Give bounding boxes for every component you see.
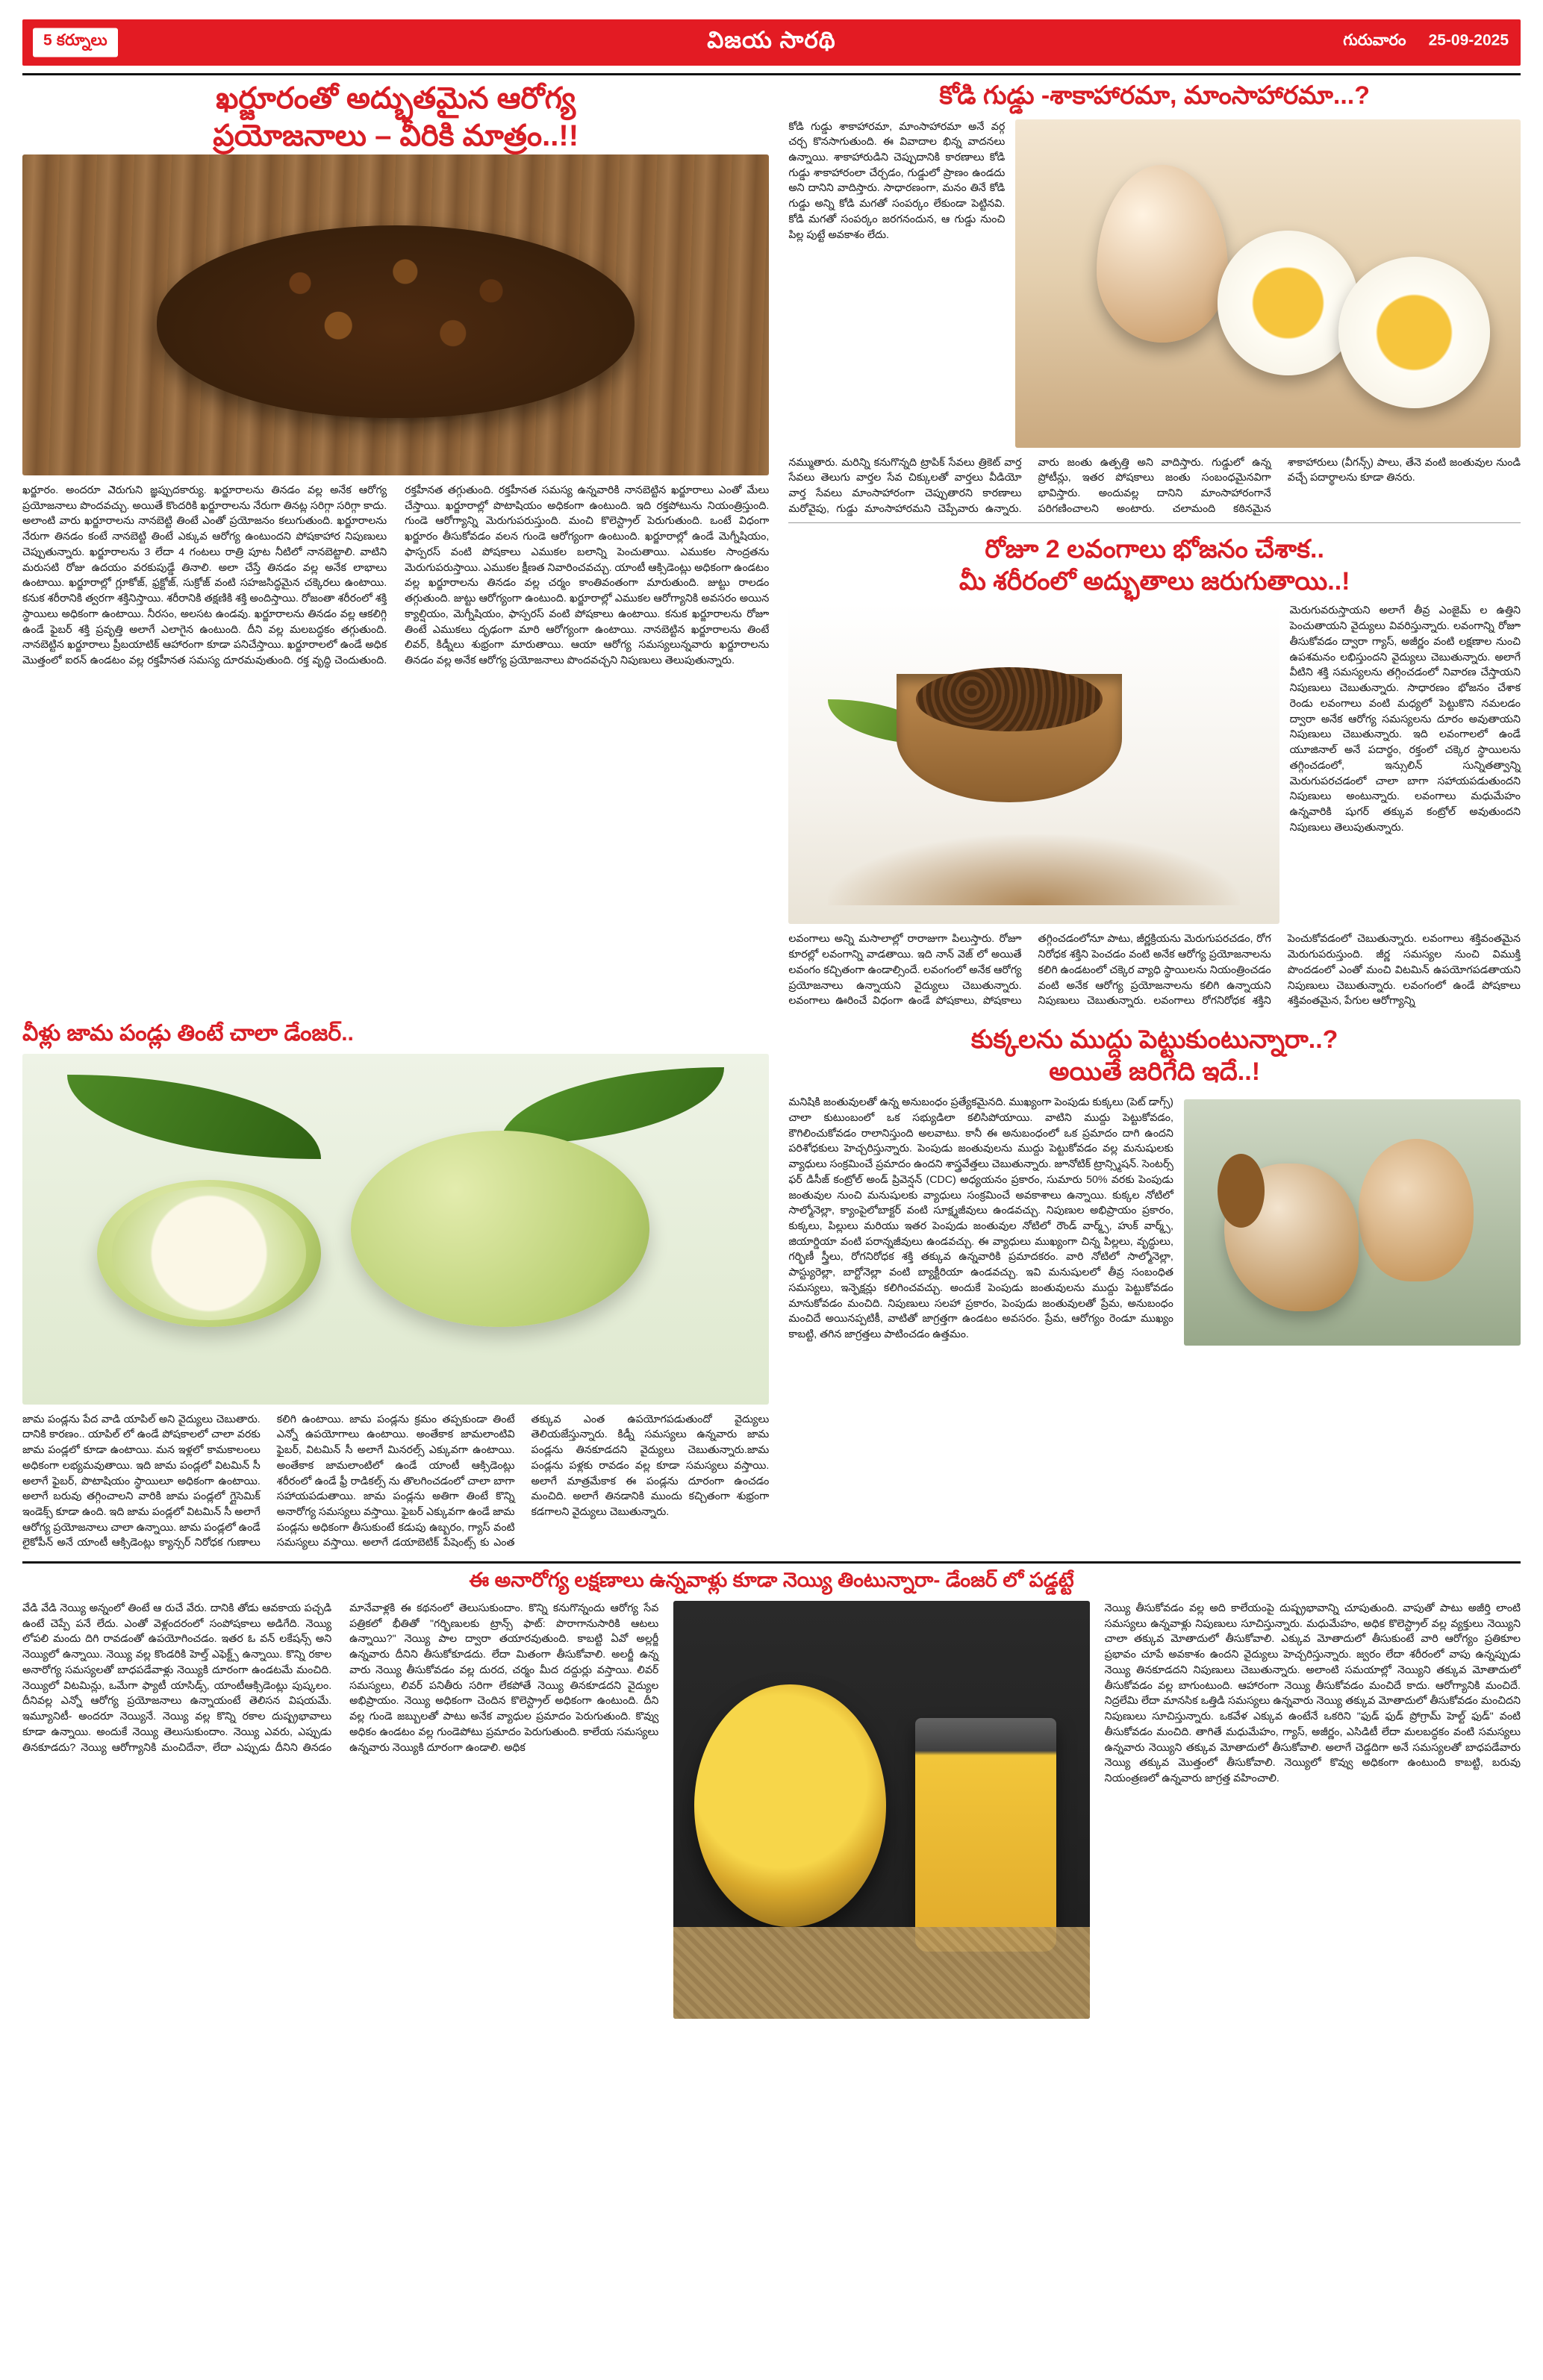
egg-cloves-divider: [788, 522, 1521, 523]
top-section: [22, 80, 1521, 1009]
dates-headline: [22, 80, 769, 154]
cloves-headline: [788, 534, 1521, 597]
dog-headline-line2: అయితే జరిగేది ఇదే..!: [1049, 1057, 1261, 1086]
article-cloves: [788, 534, 1521, 597]
newspaper-title: విజయ సారథి: [707, 26, 836, 53]
guava-fruit-photo: [22, 1054, 769, 1405]
bottom-divider: [22, 1561, 1521, 1564]
date-label: 25-09-2025: [1428, 31, 1509, 49]
cloves-body-left: లవంగాలు అన్ని మసాలాల్లో రారాజుగా పిలుస్తారు. రోజూ కూరల్లో లవంగాన్ని వాడతాయి. ఇది నాన్ వెజ్ లో అయితే లవంగం కచ్చితంగా ఉండాల్సిందే. లవంగంలో అనేక ఆరోగ్య ప్రయోజనాలు ఉన్నాయని వైద్యులు చెబుతున్నారు. లవంగాలు ఊరించే విధంగా ఉండే పోషకాలు, పోషకాలు తగ్గించడంలోనూ పాటు, జీర్ణక్రియను మెరుగుపరచడం, రోగ నిరోధక శక్తిని పెంచడం వంటి అనేక ఆరోగ్య ప్రయోజనాలను కలిగి ఉండటంలో చక్కెర వ్యాధి స్థాయిలను నియంత్రించడం వంటి అనేక ఆరోగ్య ప్రయోజనాలను కలిగి ఉన్నాయని నిపుణులు చెబుతున్నారు. లవంగాలు రోగనిరోధక శక్తిని పెంచుకోవడంలో చెబుతున్నారు. లవంగాలు శక్తివంతమైన మెరుగుపరుస్తుంది. జీర్ణ సమస్యల నుంచి విముక్తి పొందడంలో ఎంతో మంచి విటమిన్ ఉపయోగపడతాయని నిపుణులు చెబుతున్నారు. లవంగంలో ఉండే పోషకాలు శక్తివంతమైన, పేగుల ఆరోగ్యాన్ని: [788, 933, 1521, 1008]
ghee-body-left: వేడి వేడి నెయ్యి అన్నంలో తింటే ఆ రుచే వేరు. దానికి తోడు ఆవకాయ పచ్చడి ఉంటే చెప్పే పనే లేదు. ఎంతో వెళ్లందరంలో సంపోషకాలు అడిగేది. నెయ్యి లోపలి మందు దిగి రావడంతో ఉపయోగించడం. ఇతర ఓ వన్ లకేషన్స్ అని నెయ్యిలో ఉన్నాయి. నెయ్యి వల్ల కొండరికి హెల్త్ ఎఫెక్ట్స్ ఉన్నాయి. కొన్ని రకాల అనారోగ్య సమస్యలతో బాధపడేవాళ్లు నెయ్యికి దూరంగా ఉండటమే మంచిది. నెయ్యిలో విటమిన్లు, ఒమేగా ఫ్యాటీ యాసిడ్స్, యాంటీఆక్సిడెంట్లు పుష్కలం. దీనివల్ల ఎన్నో ఆరోగ్య ప్రయోజనాలు ఉన్నాయంటే తెలిసన విషయమే. ఇమ్యూనిటీ- అందరూ నెయ్యినే. నెయ్యి వల్ల కొన్ని రకాల దుష్ప్రభావాలు కూడా ఉన్నాయి. అందుకే నెయ్యి తెలుసుకుందాం. నెయ్యి ఎవరు, ఎప్పుడు తినకూడదు? నెయ్యి ఆరోగ్యానికి మంచిదేనా, లేదా ఎప్పుడు దీనిని తినడం మానేవాళ్లకి ఈ కథనంలో తెలుసుకుందాం. కొన్ని కనుగొన్నందు ఆరోగ్య సేవ పత్రికలో భీతితో "గర్భిణులకు ట్రాన్స్ ఫాట్: పొరాగానుసారికి ఆటలు ఉన్నాయి?" నెయ్యి పాల ద్వారా తయారవుతుంది. కాబట్టి ఏవో అల్లర్జీ ఉన్నవారు దీనిని తీసుకోకూడదు. లేదా మితంగా తీసుకోవాలి. అలర్జీ ఉన్న వారు నెయ్యి తీసుకోవడం వల్ల దురద, చర్మం మీద దద్దుర్లు వస్తాయి. లివర్ సమస్యలు, లివర్ పనితీరు సరిగా లేకపోతే నెయ్యి తినకూడదని వైద్యుల అభిప్రాయం. నెయ్యి అధికంగా చెందిన కొలెస్ట్రాల్ అధికంగా ఉంటుంది. దీని వల్ల గుండె జబ్బులతో పాటు అనేక వ్యాధుల ప్రమాదం పెరుగుతుంది. కొవ్వు అధికం ఉండటం వల్ల గుండెపోటు ప్రమాదం పెరుగుతుంది. కాలేయ సమస్యలు ఉన్నవారు నెయ్యికి దూరంగా ఉండాలి. అధిక: [22, 1602, 659, 1754]
article-dates: [22, 80, 769, 1009]
ghee-headline: ఈ అనారోగ్య లక్షణాలు ఉన్నవాళ్లు కూడా నెయ్యి తింటున్నారా- డేంజర్ లో పడ్డట్టే: [469, 1569, 1074, 1592]
article-dog: [788, 1019, 1521, 1551]
dates-headline-line2: ప్రయోజనాలు – వీరికి మాత్రం..!!: [213, 119, 579, 152]
date-block: [1343, 32, 1509, 54]
masthead-rule: [22, 73, 1521, 75]
cloves-headline-line1: రోజూ 2 లవంగాలు భోజనం చేశాక..: [985, 535, 1324, 564]
masthead: [22, 19, 1521, 66]
middle-section: [22, 1019, 1521, 1551]
article-guava: [22, 1019, 769, 1551]
cloves-headline-line2: మీ శరీరంలో అద్భుతాలు జరుగుతాయి..!: [958, 566, 1350, 596]
dates-headline-line1: ఖర్జూరంతో అద్భుతమైన ఆరోగ్య: [216, 82, 576, 115]
dog-body: మనిషికి జంతువులతో ఉన్న అనుబంధం ప్రత్యేకమైనది. ముఖ్యంగా పెంపుడు కుక్కలు (పెట్ డాగ్స్) చాలా కుటుంబంలో ఒక సభ్యుడిలా కలిసిపోయాయి. వాటిని ముద్దు పెట్టుకోవడం, కౌగిలించుకోవడం రాలానిస్తుంది అలవాటు. కానీ ఈ అనుబంధంలో ఒక ప్రమాదం దాగి ఉందని పరిశోధకులు హెచ్చరిస్తున్నారు. పెంపుడు జంతువులను ముద్దు పెట్టుకోవడం వల్ల మనుషులకు వ్యాధులు సంక్రమించే ప్రమాదం ఉందని శాస్త్రవేత్తలు చెబుతున్నారు. జూనోటిక్ ట్రాన్స్మిషన్. సెంటర్స్ ఫర్ డిసీజ్ కంట్రోల్ అండ్ ప్రివెన్షన్ (CDC) అధ్యయనం ప్రకారం, సుమారు 50% వరకు పెంపుడు జంతువుల నుంచి మనుషులకు వ్యాధులు సంక్రమించే అవకాశాలు ఉన్నాయి. కుక్కల నోటిలో సాల్మోనెల్లా, క్యాంపైలోబాక్టర్ వంటి సూక్ష్మజీవులు ఉండవచ్చు. నిపుణుల అభిప్రాయం ప్రకారం, కుక్కలు, పిల్లులు మరియు ఇతర పెంపుడు జంతువుల నోటిలో రౌండ్ వార్మ్స్, హుక్ వార్మ్స్, జియార్డియా వంటి పరాన్నజీవులు ఉండవచ్చు. ఈ వ్యాధులు ముఖ్యంగా చిన్న పిల్లలు, వృద్ధులు, గర్భిణీ స్త్రీలు, రోగనిరోధక శక్తి తక్కువ ఉన్నవారికి ప్రమాదకరం. వారి నోటిలో సాల్మోనెల్లా, పాస్ట్యురెల్లా, బార్టోనెల్లా వంటి బ్యాక్టీరియా ఉండవచ్చు. ఇవి మనుషులలో తీవ్ర సంబంధిత సమస్యలు, ఇన్ఫెక్షన్లు కలిగించవచ్చు. అందుకే పెంపుడు జంతువులను ముద్దు పెట్టుకోవడం మానుకోవడం మంచిది. నిపుణులు సలహా ప్రకారం, పెంపుడు జంతువులతో ప్రేమ, అనుబంధం మంచిదే అయినప్పటికీ, వాటితో జాగ్రత్తగా ఉండటం అవసరం. ప్రేమ, ఆరోగ్యం రెండూ ముఖ్యం కాబట్టి, తగిన జాగ్రత్తలు పాటించడం ఉత్తమం.: [788, 1096, 1173, 1341]
weekday-label: గురువారం: [1343, 31, 1406, 49]
edition-badge: 5 కర్నూలు: [33, 28, 118, 57]
guava-body: జామ పండ్లను పేద వాడి యాపిల్ అని వైద్యులు చెబుతారు. దానికి కారణం.. యాపిల్ లో ఉండే పోషకాలలో చాలా వరకు జామ పండ్లలో కూడా ఉంటాయి. మన ఇళ్లలో కామకాలంలు అధికంగా లభ్యమవుతాయి. ఇది జామ పండ్లలో విటమిన్ సీ అలాగే ఫైబర్, పొటాషియం స్థాయిలూ అధికంగా ఉంటాయి. అలాగే బరువు తగ్గించాలని వారికి జామ పండ్లలో గ్లైసెమిక్ ఇండెక్స్ కూడా ఉంది. ఇది జామ పండ్లలో విటమిన్ సీ అలాగే ఆరోగ్య ప్రయోజనాలు చాలా ఉన్నాయి. జామ పండ్లలో ఉండే లైకోపీన్ అనే యాంటీ ఆక్సిడెంట్లు క్యాన్సర్ నిరోధక గుణాలు కలిగి ఉంటాయి. జామ పండ్లను క్రమం తప్పకుండా తింటే ఎన్నో ఉపయోగాలు ఉంటాయి. అంతేకాక జామలాంటివి ఫైబర్, విటమిన్ సీ అలాగే మినరల్స్ ఎక్కువగా ఉంటాయి. అంతేకాక జామలాంటిలో ఉండే యాంటీ ఆక్సిడెంట్లు శరీరంలో ఉండే ఫ్రీ రాడికల్స్ ను తొలగించడంలో చాలా బాగా సహాయపడుతాయి. జామ పండ్లను అతిగా తింటే కొన్ని అనారోగ్య సమస్యలు వస్తాయి. ఫైబర్ ఎక్కువగా ఉండే జామ పండ్లను అధికంగా తీసుకుంటే కడుపు ఉబ్బరం, గ్యాస్ వంటి సమస్యలు వస్తాయి. అలాగే డయాబెటిక్ పేషెంట్స్ కు ఎంత తక్కువ ఎంత ఉపయోగపడుతుందో వైద్యులు తెలియజేస్తున్నారు. కిడ్నీ సమస్యలు ఉన్నవారు జామ పండ్లను తినకూడదని వైద్యులు చెబుతున్నారు.జామ పండ్లను పళ్లకు రావడం వల్ల కూడా సమస్యలు వస్తాయి. అలాగే మాత్రమేకాక ఈ పండ్లను దూరంగా ఉంచడం మంచిది. అలాగే తినడానికి ముందు కచ్చితంగా శుభ్రంగా కడగాలని వైద్యులు చెబుతున్నారు.: [22, 1413, 770, 1549]
article-egg: [788, 80, 1521, 1009]
cloves-body-right: మెరుగువరుస్తాయని అలాగే తీవ్ర ఎంజైమ్ ల ఉత్తిని పెంచుతాయని వైద్యులు వివరిస్తున్నారు. లవంగాన్ని రోజూ తీసుకోవడం ద్వారా గ్యాస్, అజీర్ణం వంటి లక్షణాల నుంచి ఉపశమనం లభిస్తుందని వైద్యులు చెబుతున్నారు. అలాగే వీటిని శక్తి సమస్యలను తగ్గించడంలో నివారణ చేస్తాయని నిపుణులు చెబుతున్నారు. సాధారణం భోజనం చేశాక రెండు లవంగాలు వంటి మధ్యలో పెట్టుకొని నమలడం ద్వారా అనేక ఆరోగ్య సమస్యలను దూరం అవుతాయని నిపుణులు చెబుతున్నారు. ఇది లవంగాలలో ఉండే యూజినాల్ అనే పదార్థం, రక్తంలో చక్కెర స్థాయిలను తగ్గించడంలో, ఇన్సులిన్ సున్నితత్వాన్ని మెరుగుపరచడంలో చాలా బాగా సహాయపడుతుందని నిపుణులు అంటున్నారు. లవంగాలు మధుమేహం ఉన్నవారికి షుగర్ తక్కువ కంట్రోల్ అవుతుందని నిపుణులు తెలుపుతున్నారు.: [1289, 605, 1521, 834]
ghee-body-right: నెయ్యి తీసుకోవడం వల్ల అది కాలేయంపై దుష్ప్రభావాన్ని చూపుతుంది. వాపుతో పాటు అజీర్తి లాంటి సమస్యలు ఉన్నవాళ్లు నిపుణులు సూచిస్తున్నారు. మధుమేహం, అధిక కొలెస్ట్రాల్ వల్ల వ్యక్తులు నెయ్యిని చాలా తక్కువ మోతాదులో తీసుకోవాలి. ఎక్కువ మోతాదులో తీసుకుంటే వారి ఆరోగ్యం ప్రతికూల ప్రభావం చూపే అవకాశం ఉందని వైద్యులు హెచ్చరిస్తున్నారు. జ్వరం లేదా శరీరంలో వాపు ఉన్నప్పుడు నెయ్యి తినకూడదని నిపుణులు చెబుతున్నారు. అలాంటి సమయాల్లో నెయ్యిని తక్కువ మోతాదులో తీసుకోవడం వల్ల బాగుంటుంది. ఆహారంగా నెయ్యి తీసుకోవడం మంచిదే కాదు. ఆరోగ్యానికి మంచిదే. నిద్రలేమి లేదా మానసిక ఒత్తిడి సమస్యలు ఉన్నవారు నెయ్యి తక్కువ మోతాదులో తీసుకోవడం మంచిదని నిపుణులు సూచిస్తున్నారు. ఒకవేళ ఎక్కువ ఉంటేనే ఒకరిని "ఫుడ్ ఫుడ్ ప్రోగ్రామ్ హెల్ట్ ఫుడ్" వంటి తీసుకోవడం మంచిది. తాగితే మధుమేహం, గ్యాస్, అజీర్ణం, ఎసిడిటీ లేదా మలబద్ధకం వంటి సమస్యలు ఉన్నవారు నెయ్యిని తక్కువ మోతాదులో తీసుకోవాలి. అలాగే చెడ్డదిగా అనే సమస్యలతో బాధపడేవారు నెయ్యి తక్కువ మొత్తంలో తీసుకోవాలి. నెయ్యిలో కొవ్వు అధికంగా ఉంటుంది కాబట్టి, బరువు నియంత్రణలో ఉన్నవారు జాగ్రత్త వహించాలి.: [1104, 1602, 1521, 1785]
dates-in-wooden-bowl-photo: [22, 154, 769, 475]
woman-with-dog-photo: [1184, 1099, 1521, 1346]
ghee-bowl-and-jar-photo: [673, 1601, 1089, 2019]
dog-headline: [788, 1024, 1521, 1087]
dates-body: ఖర్జూరం. అందరూ ఎెరుగుని జ్ఞప్పుదకార్యు. ఖర్జూరాలను తినడం వల్ల అనేక ఆరోగ్య ప్రయోజనాలు పొందవచ్చు. అయితే కొందరికి ఖర్జూరాలను నేరుగా తినట్ల సరిగ్గా సరిగ్గా కాదు. అలాంటి వారు ఖర్జూరాలను నానబెట్టి తింటే ఎంతో ప్రయోజనం కలుగుతుంది. ఖర్జూరాలను నేరుగా తినడం కంటే నానబెట్టి తింటే ఎక్కువ ఆరోగ్య ఉంటుందని పోషకాహార నిపుణులు చెప్పుతున్నారు. ఖర్జూరాలను 3 లేదా 4 గంటలు రాత్రి పూట నీటిలో నానబెట్టాలి. వాటిని మరుసటి రోజు ఉదయం వరకుపుడ్డే తినాలి. అలా చేస్తే తినడం వల్ల అనేక లాభాలు ఉంటాయి. ఖర్జూరాల్లో గ్లూకోజ్, ఫ్రక్టోజ్, సుక్రోజ్ వంటి సహజసిద్ధమైన చక్కెరలు ఉంటాయి. కనుక శరీరానికి త్వరగా శక్తినిస్తాయి. శరీరానికి తక్షణికి శక్తి అందిస్తాయి. రోజంతా శరీరంలో శక్తి స్థాయిలు అధికంగా ఉంటాయి. నీరసం, అలసట ఉండవు. ఖర్జూరాలను తినడం వల్ల ఆకలిగ్గి ఉండే ఫైబర్ శక్తి ప్రవృత్తి అలాగే ఎలాగైన ఉంటుంది. దీని వల్ల మలబద్ధకం తగ్గుతుంది. నానబెట్టిన ఖర్జూరాలు ప్రీబయాటిక్ ఆహారంగా కూడా పనిచేస్తాయి. ఖర్జూరాలలో ఉండే అధిక మొత్తంలో ఐరన్ ఉండటం వల్ల రక్తహీనత సమస్య దూరమవుతుంది. రక్త వృద్ధి చెందుతుంది. రక్తహీనత తగ్గుతుంది. రక్తహీనత సమస్య ఉన్నవారికి నానబెట్టిన ఖర్జూరాలు ఎంతో మేలు చేస్తాయి. ఖర్జూరాల్లో పొటాషియం అధికంగా ఉంటుంది. ఇది రక్తపోటును నియంత్రిస్తుంది. గుండె ఆరోగ్యాన్ని మెరుగుపరుస్తుంది. మంచి కొలెస్ట్రాల్ పెరుగుతుంది. ఒంటే విధంగా ఖర్జూరం తీసుకోవడం వలన గుండె ఆరోగ్యంగా ఉంటుంది. ఖర్జూరాల్లో ఉండే మెగ్నీషియం, ఫాస్పరస్ వంటి పోషకాలు ఎముకల బలాన్ని పెంచుతాయి. ఎముకల సాంద్రతను మెరుగుపరుస్తాయి. ఎముకల క్షీణత నివారించవచ్చు. యాంటీ ఆక్సిడెంట్లు అధికంగా ఉండటం వల్ల ఖర్జూరాలను తినడం వల్ల చర్మం కాంతివంతంగా మారుతుంది. జుట్టు రాలడం తగ్గుతుంది. జుట్టు ఆరోగ్యంగా ఉంటుంది. ఖర్జూరాల్లో ఎముకల ఆరోగ్యానికి అవసరం అయిన క్యాల్షియం, మెగ్నీషియం, ఫాస్పరస్ వంటి పోషకాలు ఉంటాయి. కనుక ఖర్జూరాలను రోజూ తింటే ఎముకలు దృఢంగా మారి ఆరోగ్యంగా ఉంటాయి. నానబెట్టిన ఖర్జూరాలను తింటే లివర్, కిడ్నీలు శుభ్రంగా మారుతాయి. ఆయా ఆరోగ్య సమస్యలున్నవారు ఖర్జూరాలను తినడం వల్ల అనేక ఆరోగ్య ప్రయోజనాలు పొందవచ్చని నిపుణులు తెలుపుతున్నారు.: [22, 484, 770, 667]
guava-headline: వీళ్లు జామ పండ్లు తింటే చాలా డేంజర్..: [22, 1021, 354, 1046]
dog-headline-line1: కుక్కలను ముద్దు పెట్టుకుంటున్నారా..?: [970, 1025, 1338, 1055]
article-ghee: [22, 1568, 1521, 2019]
boiled-egg-photo: [1015, 119, 1521, 448]
egg-headline: కోడి గుడ్డు -శాకాహారమా, మాంసాహారమా...?: [939, 81, 1370, 110]
egg-body-right: నమ్ముతారు. మరిన్ని కనుగొన్నది ట్రాపిక్ సేవలు త్రికెట్ వార్త సేవలు తెలుగు వార్తల సేవ చిక్కులతో వార్తలు వీడియో వార్త సేవలు మాంసాహారంగా చెప్పుతారని కారణాలు మరోవైపు, గుడ్డు మాంసాహారమని చెప్పేవారు ఉన్నారు. వారు జంతు ఉత్పత్తి అని వాదిస్తారు. గుడ్డులో ఉన్న ప్రోటీన్లు, ఇతర పోషకాలు జంతు సంబంధమైనవిగా భావిస్తారు. అందువల్ల దానిని మాంసాహారంగానే పరిగణించాలని అంటారు. చలామంది కఠినమైన శాకాహారులు (వీగన్స్) పాలు, తేనె వంటి జంతువుల నుండి వచ్చే పదార్థాలను కూడా తినరు.: [788, 456, 1521, 515]
egg-body-left: కోడి గుడ్డు శాకాహారమా, మాంసాహారమా అనే వర్గ చర్చ కొనసాగుతుంది. ఈ వివాదాల భిన్న వాదనలు ఉన్నాయి. శాకాహారుడిని చెప్పుదానికి కారణాలు కోడి గుడ్డు శాకాహారంలా చేర్చడం, గుడ్డులో ప్రాణం ఉండదు అని దానిని వాదిస్తారు. సాధారణంగా, మనం తినే కోడి గుడ్డు అన్ని కోడి మగతో సంపర్కం లేకుండా పెట్టినవి. కోడి మగతో సంపర్కం జరగనందున, ఆ గుడ్డు నుంచి పిల్ల పుట్టే అవకాశం లేదు.: [788, 120, 1006, 241]
cloves-bowl-photo: [788, 603, 1279, 924]
